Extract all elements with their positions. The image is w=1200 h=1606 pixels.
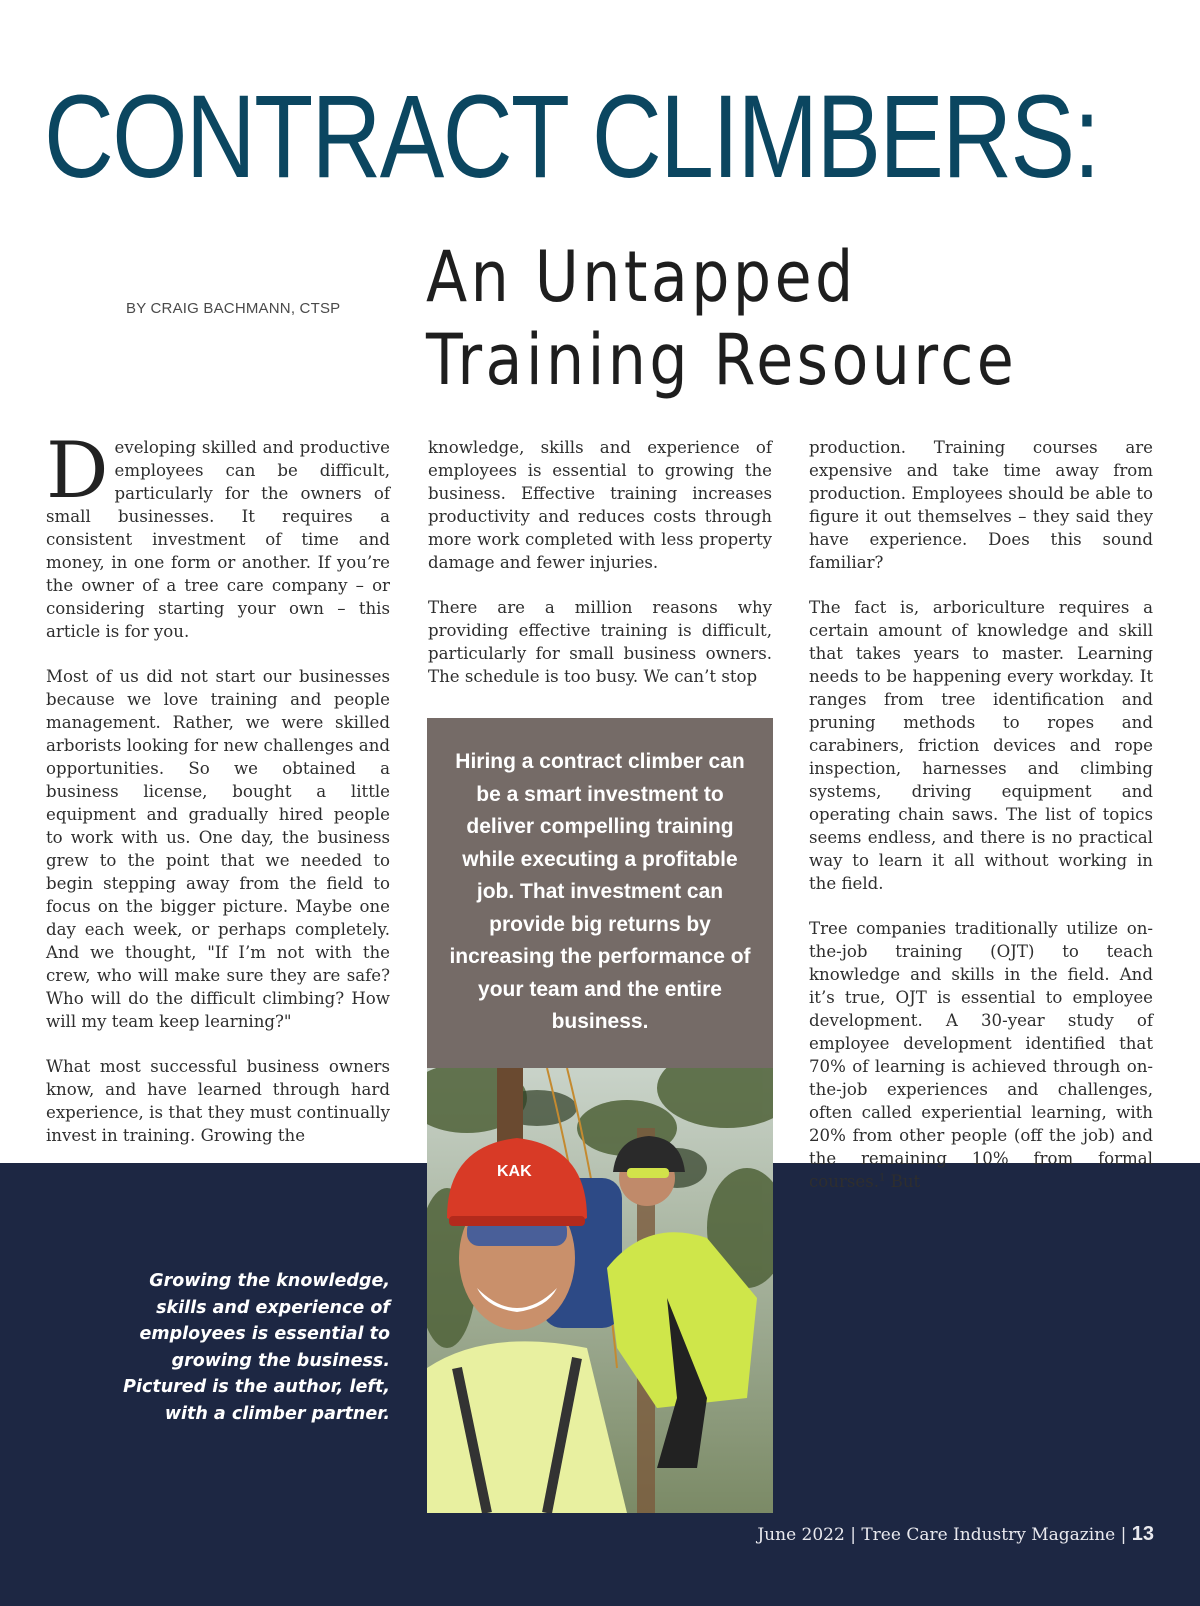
article-title: CONTRACT CLIMBERS: bbox=[44, 71, 1099, 203]
paragraph: What most successful business owners know, and have learned through hard experience, is that they must continually invest in training. Growing the bbox=[46, 1057, 390, 1145]
footnote-marker: 1 bbox=[879, 1172, 886, 1184]
paragraph: knowledge, skills and experience of employees is essential to growing the business. Effective training increases productivity and reduces costs through more work completed with less property damage and fewer injuries. bbox=[428, 438, 772, 572]
climbers-photo bbox=[427, 1068, 773, 1513]
byline: BY CRAIG BACHMANN, CTSP bbox=[126, 300, 341, 317]
paragraph: Most of us did not start our businesses because we love training and people management. Rather, we were skilled arborists looking for new challenges and opportunities. So we obtained a business license, bought a little equipment and gradually hired people to work with us. One day, the business grew to the point that we needed to begin stepping away from the field to focus on the bigger picture. Maybe one day each week, or perhaps completely. And we thought, "If I’m not with the crew, who will make sure they are safe? Who will do the difficult climbing? How will my team keep learning?" bbox=[46, 667, 390, 1031]
subtitle-line-1: An Untapped bbox=[426, 236, 857, 318]
paragraph: production. Training courses are expensive and take time away from production. Employees should be able to figure it out themselves – they said they have experience. Does this sound familiar? bbox=[809, 438, 1153, 572]
paragraph: There are a million reasons why providing effective training is difficult, particularly for small business owners. The schedule is too busy. We can’t stop bbox=[428, 598, 772, 686]
body-column-2 bbox=[428, 436, 772, 710]
subtitle-line-2: Training Resource bbox=[426, 319, 1018, 401]
paragraph-text-tail: But bbox=[885, 1172, 921, 1191]
helmet-label: KAK bbox=[497, 1163, 532, 1180]
photo-illustration bbox=[427, 1068, 773, 1513]
drop-cap: D bbox=[46, 426, 109, 516]
page-footer bbox=[757, 1523, 1154, 1546]
paragraph bbox=[46, 426, 390, 643]
paragraph-text: Tree companies traditionally utilize on-the-job training (OJT) to teach knowledge and skills in the field. And it’s true, OJT is essential to employee development. A 30-year study of employee development identified that 70% of learning is achieved through on-the-job experiences and challenges, often called experiential learning, with 20% from other people (off the job) and the remaining 10% from formal courses. bbox=[809, 919, 1153, 1191]
article-subtitle bbox=[426, 236, 1062, 402]
paragraph-text: eveloping skilled and productive employees can be difficult, particularly for the owners of small businesses. It requires a consistent investment of time and money, in one form or another. If you’re the owner of a tree care company – or considering starting your own – this article is for you. bbox=[46, 438, 390, 641]
photo-caption: Growing the knowledge, skills and experience of employees is essential to growing the business. Pictured is the author, left, with a climber partner. bbox=[123, 1271, 390, 1424]
pull-quote: Hiring a contract climber can be a smart investment to deliver compelling training while executing a profitable job. That investment can provide big returns by increasing the performance of your team and the entire business. bbox=[427, 718, 773, 1068]
body-column-3 bbox=[809, 436, 1153, 1215]
body-column-1 bbox=[46, 426, 390, 1169]
paragraph bbox=[809, 917, 1153, 1193]
paragraph: The fact is, arboriculture requires a certain amount of knowledge and skill that takes years to master. Learning needs to be happening every workday. It ranges from tree identification and pruning methods to ropes and carabiners, friction devices and rope inspection, harnesses and climbing systems, driving equipment and operating chain saws. The list of topics seems endless, and there is no practical way to learn it all without working in the field. bbox=[809, 598, 1153, 893]
page-number: 13 bbox=[1131, 1523, 1154, 1545]
issue-info: June 2022 | Tree Care Industry Magazine | bbox=[757, 1525, 1127, 1545]
